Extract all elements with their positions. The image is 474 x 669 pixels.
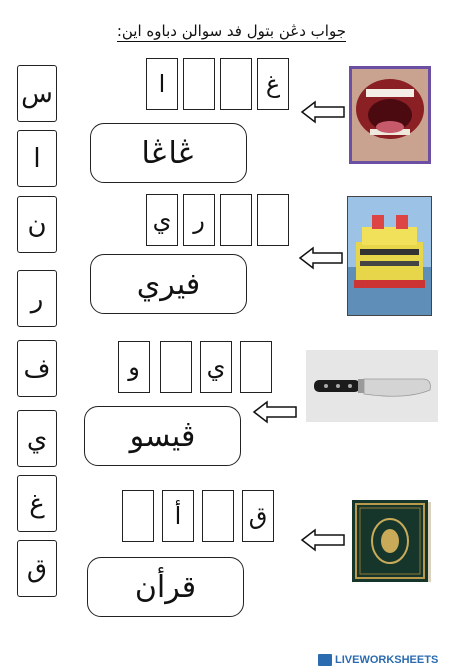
knife-image: [306, 350, 438, 422]
answer-cell[interactable]: [240, 341, 272, 393]
answer-cell[interactable]: [220, 194, 252, 246]
word-box: قرأن: [87, 557, 244, 617]
answer-cell[interactable]: أ: [162, 490, 194, 542]
arrow-left-icon: [300, 100, 346, 124]
footer-brand: [318, 652, 438, 667]
word-box: فيري: [90, 254, 247, 314]
liveworksheets-logo-icon: [318, 654, 332, 666]
quran-image: [350, 498, 432, 586]
answer-cell[interactable]: [160, 341, 192, 393]
answer-cell[interactable]: ق: [242, 490, 274, 542]
answer-cell[interactable]: ي: [200, 341, 232, 393]
answer-cell[interactable]: و: [118, 341, 150, 393]
arrow-left-icon: [300, 528, 346, 552]
letter-box[interactable]: ق: [17, 540, 57, 597]
arrow-left-icon: [252, 400, 298, 424]
answer-cell[interactable]: [220, 58, 252, 110]
word-box: ڠاڠا: [90, 123, 247, 183]
answer-cell[interactable]: ا: [146, 58, 178, 110]
answer-cell[interactable]: [122, 490, 154, 542]
word-box: ڤيسو: [84, 406, 241, 466]
letter-box[interactable]: غ: [17, 475, 57, 532]
letter-box[interactable]: س: [17, 65, 57, 122]
worksheet-title: جواب دڠن بتول فد سوالن دباوه اين:: [116, 22, 346, 40]
ferry-image: [347, 196, 432, 316]
answer-cell[interactable]: غ: [257, 58, 289, 110]
letter-box[interactable]: ي: [17, 410, 57, 467]
answer-cell[interactable]: [257, 194, 289, 246]
answer-cell[interactable]: [202, 490, 234, 542]
letter-box[interactable]: ا: [17, 130, 57, 187]
letter-box[interactable]: ف: [17, 340, 57, 397]
answer-cell[interactable]: ي: [146, 194, 178, 246]
answer-cell[interactable]: [183, 58, 215, 110]
mouth-image: [349, 66, 431, 164]
letter-box[interactable]: ن: [17, 196, 57, 253]
footer-brand-label: LIVEWORKSHEETS: [335, 653, 439, 666]
answer-cell[interactable]: ر: [183, 194, 215, 246]
arrow-left-icon: [298, 246, 344, 270]
letter-box[interactable]: ر: [17, 270, 57, 327]
